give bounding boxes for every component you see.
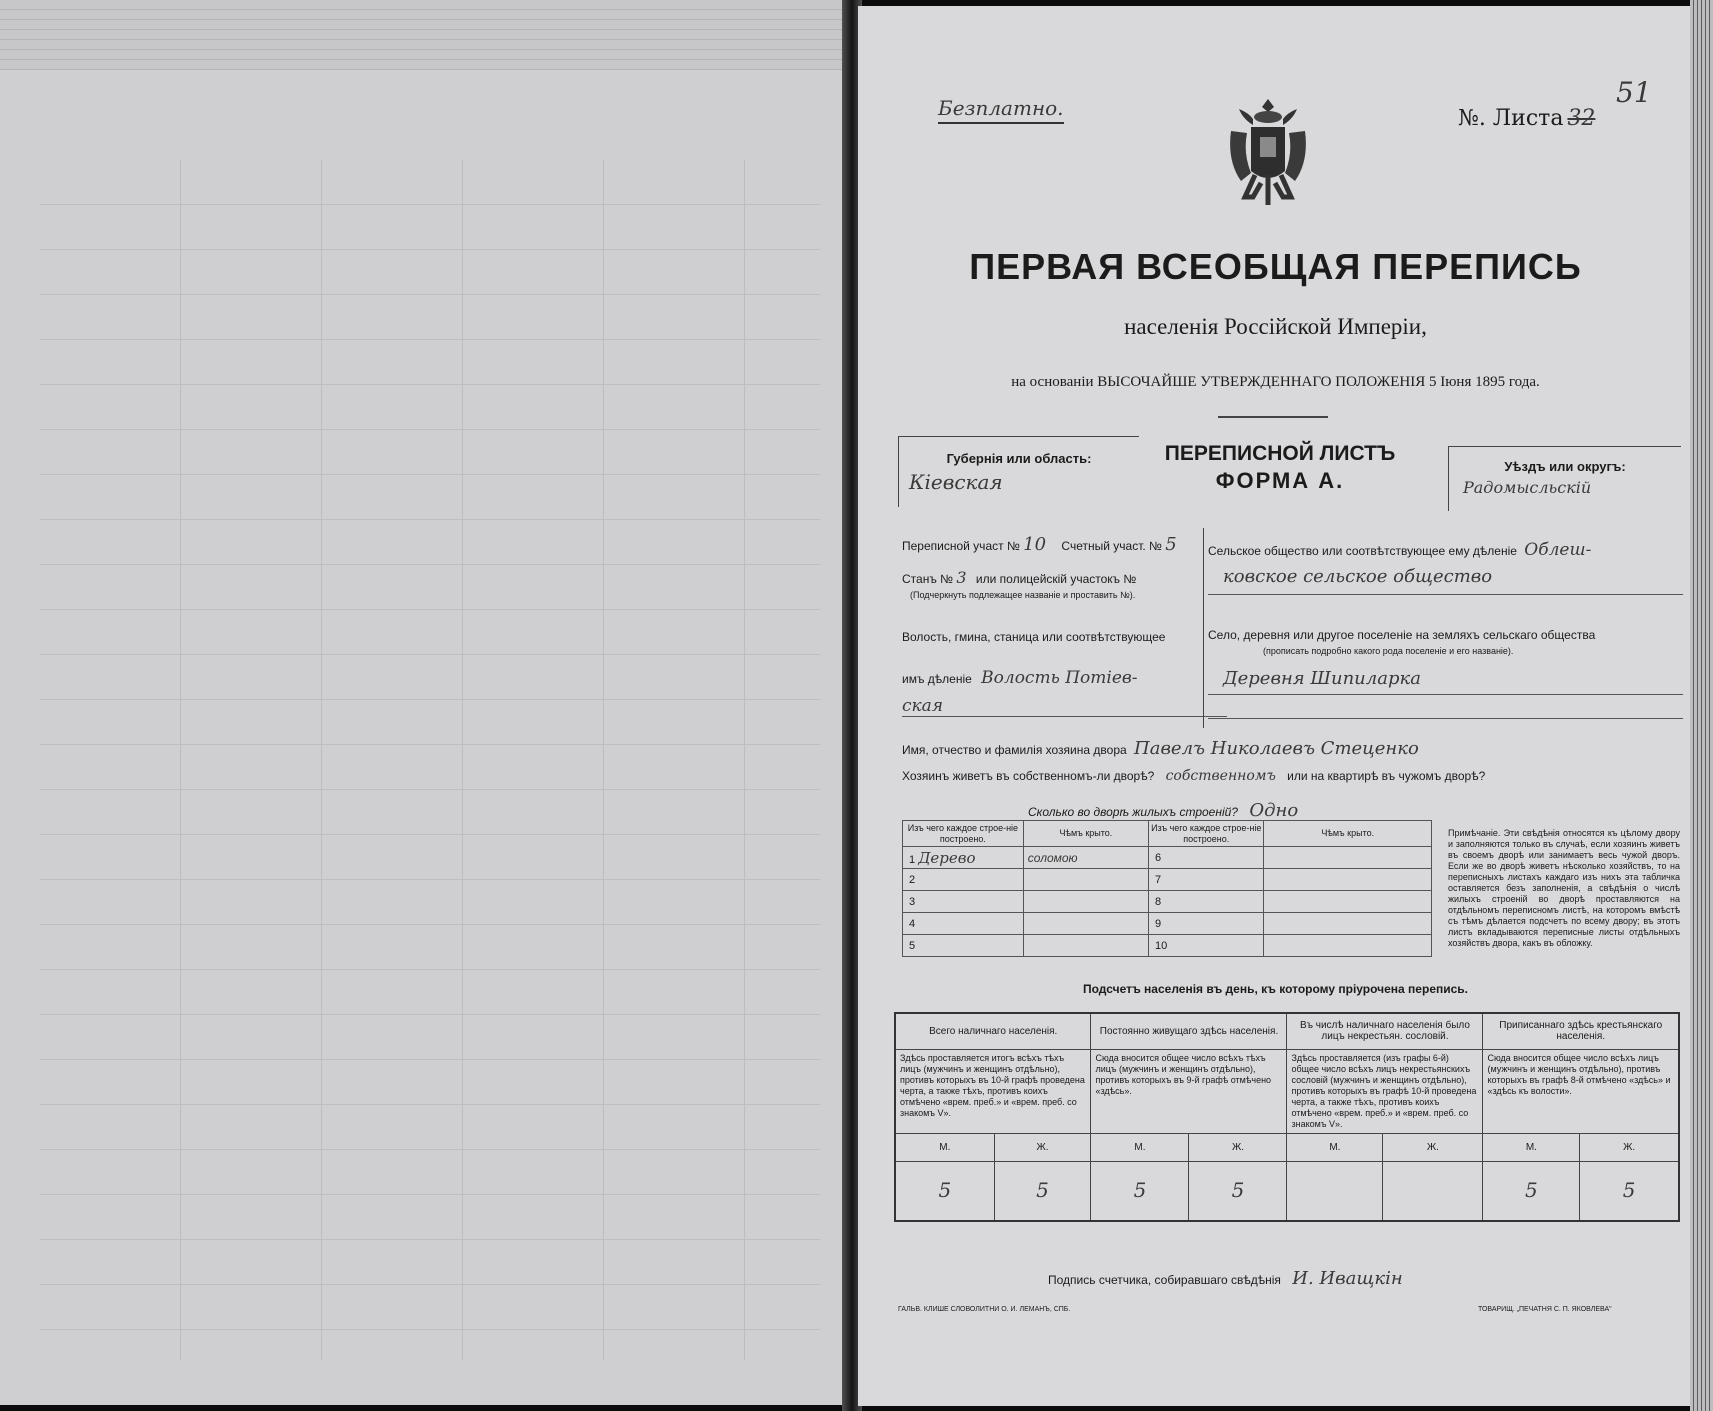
volost-label: Волость, гмина, станица или соотвѣтствующее (902, 630, 1166, 644)
stan-note: (Подчеркнуть подлежащее названіе и проставить №). (910, 590, 1136, 600)
male-label: М. (895, 1133, 994, 1161)
row1-roof: соломою (1023, 847, 1148, 869)
bleed-through-grid (40, 160, 820, 1360)
male-label: М. (1287, 1133, 1383, 1161)
row-number: 4 (903, 913, 1024, 935)
table-row (903, 869, 1432, 891)
gubernia-label: Губернія или область: (946, 451, 1092, 466)
gubernia-value: Кіевская (909, 470, 1003, 494)
row-number: 6 (1149, 847, 1264, 869)
field-divider (1203, 528, 1204, 728)
volost-value: Волость Потіев- (981, 668, 1138, 688)
owner-name-value: Павелъ Николаевъ Стеценко (1134, 738, 1419, 759)
owner-lives-value: собственномъ (1165, 768, 1276, 784)
obshchestvo-value-2: ковское сельское общество (1223, 566, 1493, 587)
buildings-line (1028, 800, 1628, 821)
page-stack-edge (1690, 0, 1713, 1411)
female-label: Ж. (1383, 1133, 1483, 1161)
selo-value: Деревня Шипиларка (1223, 668, 1421, 689)
double-headed-eagle-icon (1223, 91, 1313, 221)
signature-label: Подпись счетчика, собиравшаго свѣдѣнія (1048, 1273, 1281, 1287)
selo-underline-2 (1208, 718, 1683, 719)
pop-nonpeasant-m (1287, 1161, 1383, 1221)
pop-total-m: 5 (895, 1161, 994, 1221)
table-row (903, 847, 1432, 869)
form-name: ФОРМА А. (1215, 468, 1345, 493)
row-number: 3 (903, 891, 1024, 913)
table-row (903, 935, 1432, 957)
pop-nonpeasant-f (1383, 1161, 1483, 1221)
legal-basis: на основаніи ВЫСОЧАЙШЕ УТВЕРЖДЕННАГО ПОЛОЖЕНІЯ 5 Іюня 1895 года. (1011, 374, 1540, 390)
row-number: 8 (1149, 891, 1264, 913)
obshchestvo-underline (1208, 594, 1683, 595)
table-row (903, 891, 1432, 913)
col-roof-header-2: Чѣмъ крыто. (1264, 821, 1432, 847)
row1-material: Дерево (918, 848, 976, 867)
sheet-number-new: 51 (1616, 76, 1652, 109)
pop-col-desc: Сюда вносится общее число всѣхъ тѣхъ лицъ (мужчинъ и женщинъ отдѣльно), противъ которыхъ въ 9-й графѣ отмѣчено «здѣсь». (1091, 1049, 1287, 1133)
owner-name-label: Имя, отчество и фамилія хозяина двора (902, 743, 1127, 757)
buildings-label: Сколько во дворѣ жилыхъ строеній? (1028, 805, 1238, 819)
female-label: Ж. (994, 1133, 1091, 1161)
row-number: 7 (1149, 869, 1264, 891)
buildings-value: Одно (1249, 800, 1299, 821)
footer-right: ТОВАРИЩ. „ПЕЧАТНЯ С. П. ЯКОВЛЕВА" (1478, 1306, 1612, 1313)
obshchestvo-value: Облеш- (1524, 540, 1592, 560)
selo-underline (1208, 694, 1683, 695)
schetny-label: Счетный участ. № (1061, 539, 1162, 553)
row-number: 10 (1149, 935, 1264, 957)
gubernia-box (898, 436, 1139, 507)
note-text: Примѣчаніе. Эти свѣдѣнія относятся къ цѣлому двору и заполняются только въ случаѣ, если хозяинъ живетъ въ своемъ дворѣ или занимаетъ весь чужой дворъ. Если же во дворѣ живетъ нѣсколько хозяйствъ, то на переписныхъ листахъ каждаго изъ нихъ эта табличка оставляется безъ заполненія, а свѣдѣнія о числѣ жилыхъ строеній во дворѣ проставляются на отдѣльномъ переписномъ листѣ, на которомъ вмѣстѣ съ тѣмъ дѣлается подсчетъ по всему двору; въ этотъ листъ вкладываются переписные листы отдѣльныхъ хозяйствъ двора, какъ въ обложку. (1448, 828, 1680, 948)
uchastok-label: Переписной участ № (902, 539, 1020, 553)
free-label: Безплатно. (938, 96, 1064, 124)
uezd-value: Радомысльскій (1463, 478, 1592, 497)
ornament-divider (1218, 416, 1328, 418)
census-form-page (858, 6, 1693, 1406)
pop-registered-m: 5 (1483, 1161, 1580, 1221)
male-label: М. (1091, 1133, 1189, 1161)
row-cell: 1 Дерево (903, 847, 1024, 869)
page-title: ПЕРВАЯ ВСЕОБЩАЯ ПЕРЕПИСЬ (969, 246, 1582, 287)
sheet-number-old: 32 (1567, 106, 1596, 131)
selo-label: Село, деревня или другое поселеніе на земляхъ сельскаго общества (1208, 628, 1596, 642)
stan-line (902, 568, 1232, 587)
volost-underline (902, 716, 1227, 717)
male-label: М. (1483, 1133, 1580, 1161)
col-roof-header: Чѣмъ крыто. (1023, 821, 1148, 847)
buildings-table (902, 820, 1432, 957)
sheet-title: ПЕРЕПИСНОЙ ЛИСТЪ (1164, 442, 1396, 465)
obshchestvo-line (1208, 540, 1658, 560)
pop-col-header: Всего наличнаго населенія. (895, 1013, 1091, 1049)
police-label: или полицейскій участокъ № (975, 572, 1137, 586)
table-row (903, 913, 1432, 935)
row-number: 2 (903, 869, 1024, 891)
owner-lives-line (902, 768, 1682, 784)
volost-label-2: имъ дѣленіе (902, 672, 972, 686)
pop-col-header: Приписаннаго здѣсь крестьянскаго населенія. (1483, 1013, 1679, 1049)
pop-col-header: Постоянно живущаго здѣсь населенія. (1091, 1013, 1287, 1049)
pop-registered-f: 5 (1580, 1161, 1679, 1221)
pop-total-f: 5 (994, 1161, 1091, 1221)
volost-value-2: ская (902, 696, 944, 716)
sheet-number-label: №. Листа 32 (1458, 106, 1596, 131)
owner-lives-label: Хозяинъ живетъ въ собственномъ-ли дворѣ? (902, 769, 1155, 783)
row-number: 5 (903, 935, 1024, 957)
pop-col-desc: Сюда вносится общее число всѣхъ лицъ (мужчинъ и женщинъ отдѣльно), противъ которыхъ въ графѣ 8-й отмѣчено «здѣсь» и «здѣсь къ волости». (1483, 1049, 1679, 1133)
footer-left: ГАЛЬВ. КЛИШЕ СЛОВОЛИТНИ О. И. ЛЕМАНЪ, СПБ. (898, 1306, 1071, 1313)
population-table (894, 1012, 1680, 1222)
female-label: Ж. (1580, 1133, 1679, 1161)
uezd-label: Уѣздъ или округъ: (1504, 459, 1626, 474)
signature-value: И. Иващкін (1292, 1268, 1403, 1289)
population-title: Подсчетъ населенія въ день, къ которому пріурочена перепись. (1083, 982, 1468, 996)
owner-name-line (902, 738, 1682, 759)
signature-line (1048, 1268, 1648, 1289)
left-page-blank (0, 0, 844, 1405)
sheet-title-box (1150, 442, 1410, 494)
stan-label: Станъ № (902, 572, 954, 586)
row-number: 9 (1149, 913, 1264, 935)
uchastok-line (902, 534, 1232, 555)
pop-col-desc: Здѣсь проставляется итогъ всѣхъ тѣхъ лицъ (мужчинъ и женщинъ отдѣльно), противъ которыхъ въ 10-й графѣ проведена черта, а также тѣхъ, противъ коихъ отмѣчено «врем. преб.» и «врем. преб. со знакомъ V». (895, 1049, 1091, 1133)
uchastok-value: 10 (1023, 534, 1047, 555)
volost-line (902, 668, 1232, 688)
page-subtitle: населенія Россійской Имперіи, (1124, 314, 1427, 339)
schetny-value: 5 (1165, 534, 1177, 555)
pop-permanent-m: 5 (1091, 1161, 1189, 1221)
owner-lives-label-2: или на квартирѣ въ чужомъ дворѣ? (1287, 769, 1486, 783)
pop-col-desc: Здѣсь проставляется (изъ графы 6-й) общее число всѣхъ лицъ некрестьянскихъ сословій (мужчинъ и женщинъ отдѣльно), противъ которыхъ въ графѣ 10-й проведена черта, а также тѣхъ, противъ коихъ отмѣчено «врем. преб.» и «врем. преб. со знакомъ V». (1287, 1049, 1483, 1133)
obshchestvo-label: Сельское общество или соотвѣтствующее ему дѣленіе (1208, 544, 1517, 558)
stan-value: 3 (956, 568, 967, 587)
page-edges (0, 0, 842, 70)
female-label: Ж. (1189, 1133, 1287, 1161)
uezd-box (1448, 446, 1681, 511)
pop-permanent-f: 5 (1189, 1161, 1287, 1221)
pop-col-header: Въ числѣ наличнаго населенія было лицъ некрестьян. сословій. (1287, 1013, 1483, 1049)
col-material-header-2: Изъ чего каждое строе-ніе построено. (1149, 821, 1264, 847)
col-material-header: Изъ чего каждое строе-ніе построено. (903, 821, 1024, 847)
selo-note: (прописать подробно какого рода поселеніе и его названіе). (1263, 646, 1514, 656)
